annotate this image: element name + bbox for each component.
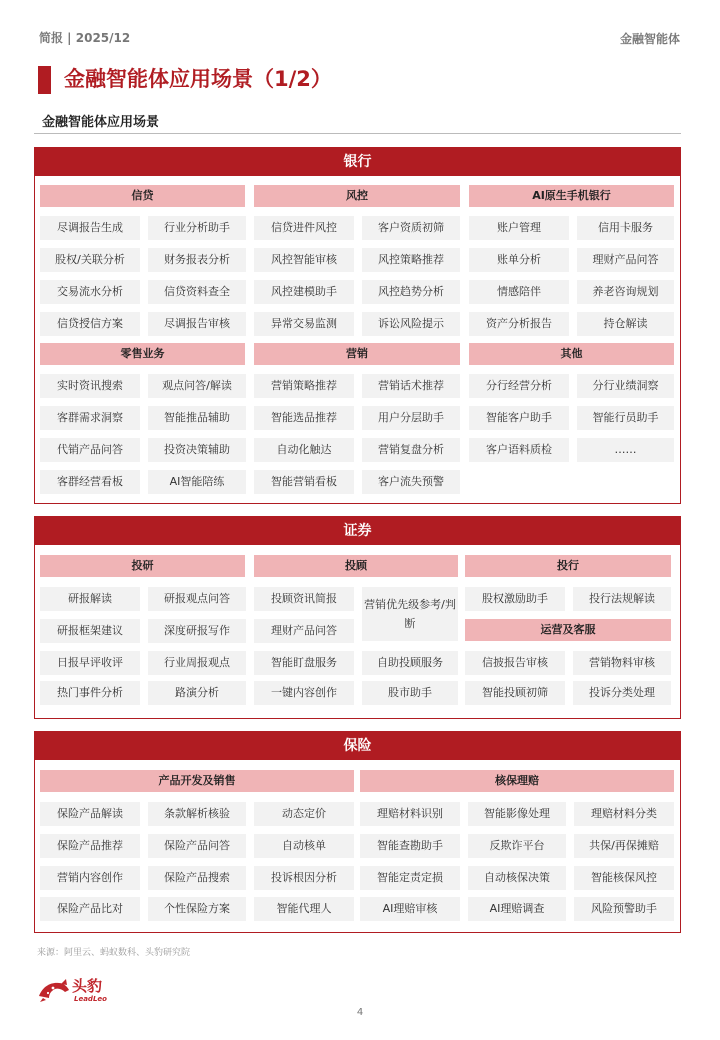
report-topic: 金融智能体 xyxy=(619,32,680,46)
list-item: 自动核单 xyxy=(254,834,354,858)
list-item: 智能营销看板 xyxy=(254,470,354,494)
list-item: 反欺诈平台 xyxy=(468,834,566,858)
list-item: 研报框架建议 xyxy=(40,619,140,643)
list-item: 智能投顾初筛 xyxy=(465,681,565,705)
list-item: 理财产品问答 xyxy=(254,619,354,643)
list-item: 客户流失预警 xyxy=(362,470,460,494)
page-number: 4 xyxy=(356,1007,364,1018)
list-item: 投顾资讯简报 xyxy=(254,587,354,611)
list-item: 保险产品推荐 xyxy=(40,834,140,858)
list-item: 研报解读 xyxy=(40,587,140,611)
category-product-dev-sales: 产品开发及销售 xyxy=(40,770,354,792)
list-item: 个性保险方案 xyxy=(148,897,246,921)
category-other: 其他 xyxy=(469,343,674,365)
list-item: 分行业绩洞察 xyxy=(577,374,674,398)
list-item: 风控趋势分析 xyxy=(362,280,460,304)
list-item: 保险产品解读 xyxy=(40,802,140,826)
list-item: 信披报告审核 xyxy=(465,651,565,675)
list-item: 智能定责定损 xyxy=(360,866,460,890)
list-item: 投诉根因分析 xyxy=(254,866,354,890)
category-operations-service: 运营及客服 xyxy=(465,619,671,641)
list-item: 理赔材料识别 xyxy=(360,802,460,826)
list-item: 营销复盘分析 xyxy=(362,438,460,462)
subtitle-divider xyxy=(34,133,681,134)
logo-subtext: LeadLeo xyxy=(74,995,107,1003)
list-item: 动态定价 xyxy=(254,802,354,826)
list-item: 风险预警助手 xyxy=(574,897,674,921)
list-item: 尽调报告审核 xyxy=(148,312,246,336)
list-item: 热门事件分析 xyxy=(40,681,140,705)
bank-section-header: 银行 xyxy=(35,148,680,176)
category-investment-banking: 投行 xyxy=(465,555,671,577)
list-item: 理赔材料分类 xyxy=(574,802,674,826)
list-item: 营销内容创作 xyxy=(40,866,140,890)
logo-wordmark: 头豹 xyxy=(72,977,103,995)
list-item: 财务报表分析 xyxy=(148,248,246,272)
category-marketing: 营销 xyxy=(254,343,460,365)
category-risk: 风控 xyxy=(254,185,460,207)
title-accent-bar xyxy=(38,66,51,94)
list-item: 观点问答/解读 xyxy=(148,374,246,398)
insurance-section-header: 保险 xyxy=(35,732,680,760)
list-item: 智能代理人 xyxy=(254,897,354,921)
list-item: 理财产品问答 xyxy=(577,248,674,272)
list-item: 信贷资料查全 xyxy=(148,280,246,304)
list-item: 行业分析助手 xyxy=(148,216,246,240)
source-note: 来源：阿里云、蚂蚁数科、头豹研究院 xyxy=(37,948,191,958)
list-item: 智能查勘助手 xyxy=(360,834,460,858)
list-item: 研报观点问答 xyxy=(148,587,246,611)
list-item: 股市助手 xyxy=(362,681,458,705)
list-item: AI理赔审核 xyxy=(360,897,460,921)
list-item: 营销优先级参考/判断 xyxy=(362,587,458,641)
category-underwriting-claims: 核保理赔 xyxy=(360,770,674,792)
list-item: 交易流水分析 xyxy=(40,280,140,304)
list-item: 一键内容创作 xyxy=(254,681,354,705)
list-item: 智能核保风控 xyxy=(574,866,674,890)
list-item: 条款解析核验 xyxy=(148,802,246,826)
insurance-section xyxy=(34,731,681,933)
list-item: 自动化触达 xyxy=(254,438,354,462)
list-item: 风控智能审核 xyxy=(254,248,354,272)
list-item: 养老咨询规划 xyxy=(577,280,674,304)
list-item: …… xyxy=(577,438,674,462)
bank-section xyxy=(34,147,681,504)
list-item: 智能影像处理 xyxy=(468,802,566,826)
list-item: 账单分析 xyxy=(469,248,569,272)
list-item: 营销话术推荐 xyxy=(362,374,460,398)
list-item: 客群经营看板 xyxy=(40,470,140,494)
list-item: 智能推品辅助 xyxy=(148,406,246,430)
list-item: 资产分析报告 xyxy=(469,312,569,336)
report-label: 简报 | 2025/12 xyxy=(39,31,131,45)
category-retail: 零售业务 xyxy=(40,343,245,365)
list-item: 路演分析 xyxy=(148,681,246,705)
securities-section xyxy=(34,516,681,719)
list-item: 深度研报写作 xyxy=(148,619,246,643)
list-item: AI理赔调查 xyxy=(468,897,566,921)
list-item: 风控建模助手 xyxy=(254,280,354,304)
securities-section-header: 证券 xyxy=(35,517,680,545)
category-advisory: 投顾 xyxy=(254,555,458,577)
list-item: 投诉分类处理 xyxy=(573,681,671,705)
list-item: 营销物料审核 xyxy=(573,651,671,675)
list-item: 信贷授信方案 xyxy=(40,312,140,336)
list-item: 营销策略推荐 xyxy=(254,374,354,398)
list-item: 保险产品问答 xyxy=(148,834,246,858)
list-item: AI智能陪练 xyxy=(148,470,246,494)
list-item: 客户资质初筛 xyxy=(362,216,460,240)
list-item: 信用卡服务 xyxy=(577,216,674,240)
category-credit: 信贷 xyxy=(40,185,245,207)
list-item: 客户语料质检 xyxy=(469,438,569,462)
list-item: 风控策略推荐 xyxy=(362,248,460,272)
list-item: 实时资讯搜索 xyxy=(40,374,140,398)
list-item: 股权激励助手 xyxy=(465,587,565,611)
category-mobile-banking: AI原生手机银行 xyxy=(469,185,674,207)
list-item: 持仓解读 xyxy=(577,312,674,336)
list-item: 共保/再保摊赔 xyxy=(574,834,674,858)
list-item: 行业周报观点 xyxy=(148,651,246,675)
list-item: 投资决策辅助 xyxy=(148,438,246,462)
list-item: 账户管理 xyxy=(469,216,569,240)
list-item: 客群需求洞察 xyxy=(40,406,140,430)
list-item: 信贷进件风控 xyxy=(254,216,354,240)
page-title: 金融智能体应用场景（1/2） xyxy=(64,67,332,91)
list-item: 诉讼风险提示 xyxy=(362,312,460,336)
list-item: 代销产品问答 xyxy=(40,438,140,462)
list-item: 尽调报告生成 xyxy=(40,216,140,240)
list-item: 智能客户助手 xyxy=(469,406,569,430)
list-item: 自动核保决策 xyxy=(468,866,566,890)
list-item: 投行法规解读 xyxy=(573,587,671,611)
list-item: 分行经营分析 xyxy=(469,374,569,398)
list-item: 智能盯盘服务 xyxy=(254,651,354,675)
list-item: 保险产品比对 xyxy=(40,897,140,921)
list-item: 智能选品推荐 xyxy=(254,406,354,430)
list-item: 自助投顾服务 xyxy=(362,651,458,675)
list-item: 异常交易监测 xyxy=(254,312,354,336)
list-item: 保险产品搜索 xyxy=(148,866,246,890)
list-item: 智能行员助手 xyxy=(577,406,674,430)
list-item: 股权/关联分析 xyxy=(40,248,140,272)
category-research: 投研 xyxy=(40,555,245,577)
list-item: 情感陪伴 xyxy=(469,280,569,304)
list-item: 用户分层助手 xyxy=(362,406,460,430)
section-subtitle: 金融智能体应用场景 xyxy=(42,115,160,130)
list-item: 日报早评收评 xyxy=(40,651,140,675)
